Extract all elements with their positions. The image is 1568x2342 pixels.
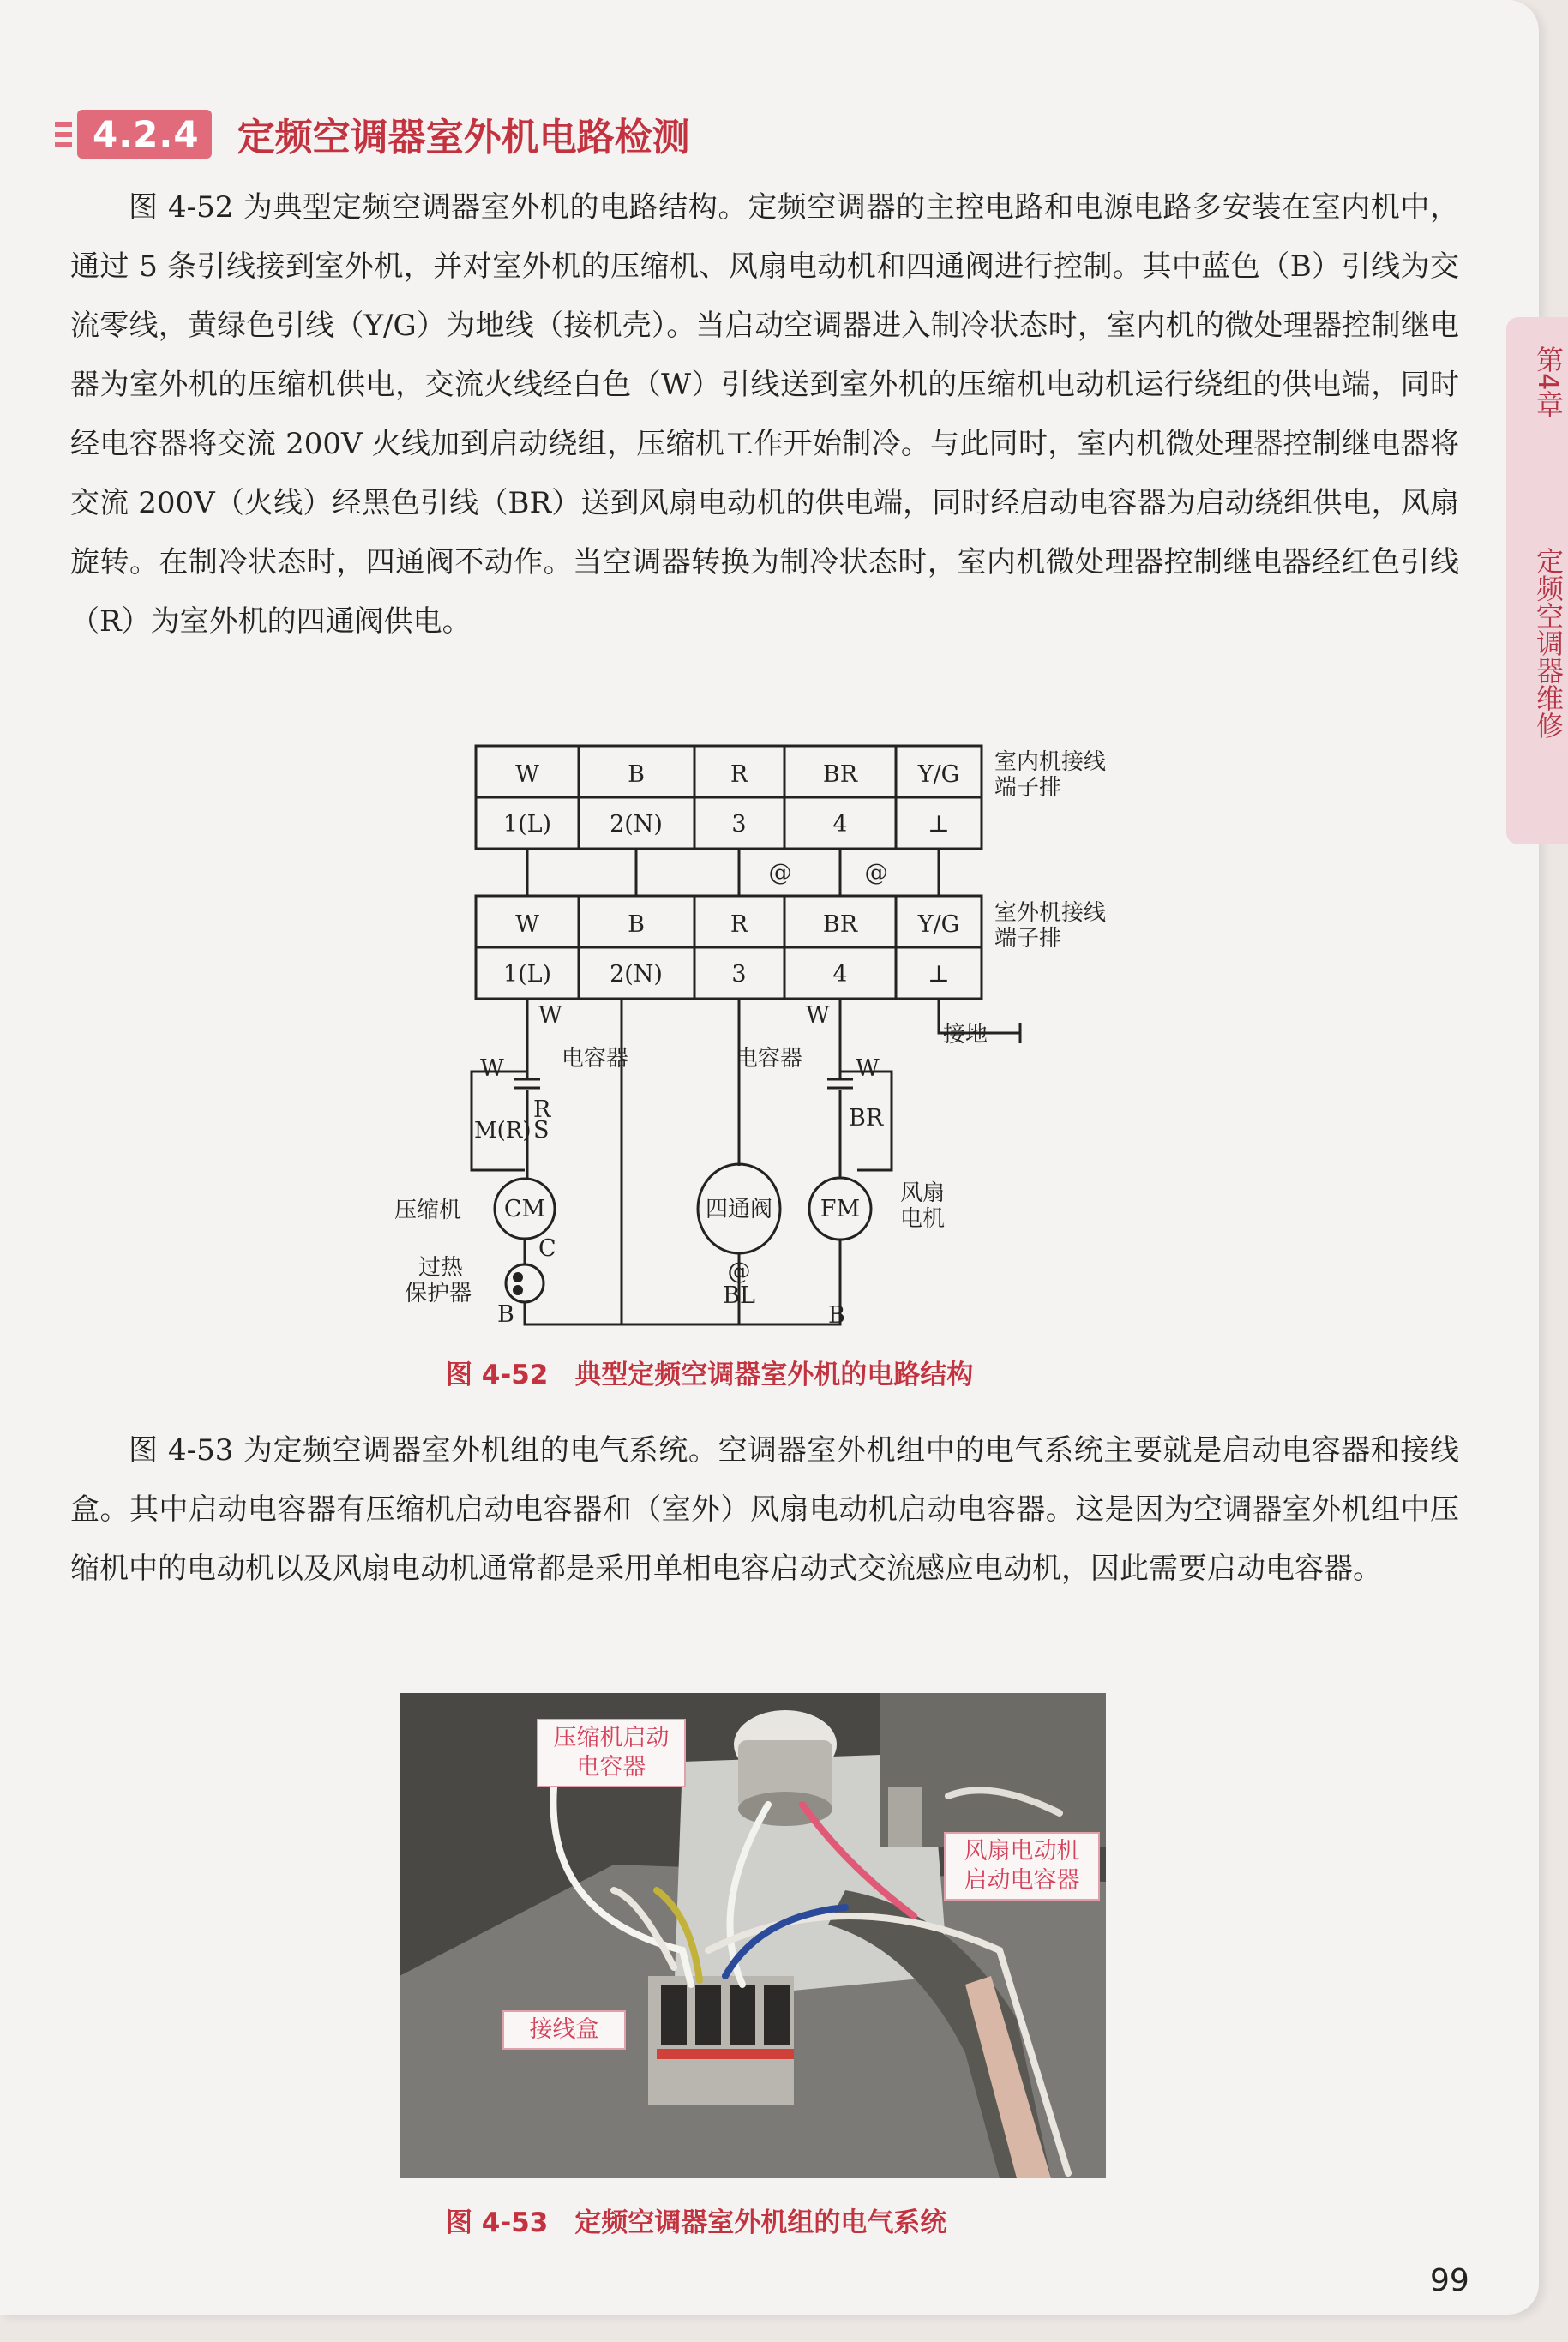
outdoor-block-label-2: 端子排 xyxy=(994,926,1062,952)
outdoor-color-yg: Y/G xyxy=(917,911,960,938)
page-number: 99 xyxy=(1430,2263,1469,2298)
wire-label-b-right: B xyxy=(828,1302,845,1329)
fan-capacitor-callout: 风扇电动机启动电容器 xyxy=(944,1832,1100,1901)
valve-marker: @ xyxy=(727,1258,751,1285)
body-paragraph-1: 图 4-52 为典型定频空调器室外机的电路结构。定频空调器的主控电路和电源电路多安装在室内机中，通过 5 条引线接到室外机，并对室外机的压缩机、风扇电动机和四通阀进行控制。其中蓝色（B）引线为交流零线，黄绿色引线（Y/G）为地线（接机壳）。当启动空调器进入制冷状态时，室内机的微处理器控制继电器为室外机的压缩机供电，交流火线经白色（W）引线送到室外机的压缩机电动机运行绕组的供电端，同时经电容器将交流 200V 火线加到启动绕组，压缩机工作开始制冷。与此同时，室内机微处理器控制继电器将交流 200V（火线）经黑色引线（BR）送到风扇电动机的供电端，同时经启动电容器为启动绕组供电，风扇旋转。在制冷状态时，四通阀不动作。当空调器转换为制冷状态时，室内机微处理器控制继电器经红色引线（R）为室外机的四通阀供电。 xyxy=(70,190,1459,639)
body-paragraph-2: 图 4-53 为定频空调器室外机组的电气系统。空调器室外机组中的电气系统主要就是启动电容器和接线盒。其中启动电容器有压缩机启动电容器和（室外）风扇电动机启动电容器。这是因为空调器室外机组中压缩机中的电动机以及风扇电动机通常都是采用单相电容启动式交流感应电动机，因此需要启动电容器。 xyxy=(70,1433,1459,1586)
fan-label-2: 电机 xyxy=(900,1206,946,1232)
figure-4-53-caption: 图 4-53 定频空调器室外机组的电气系统 xyxy=(446,2207,947,2238)
outdoor-color-r: R xyxy=(730,911,748,938)
indoor-color-w: W xyxy=(515,761,539,788)
outdoor-term-4: 4 xyxy=(832,961,848,988)
fm-label: FM xyxy=(820,1196,861,1222)
valve-bl-label: BL xyxy=(723,1282,755,1309)
terminal-s-label: S xyxy=(533,1117,550,1144)
indoor-term-ground: ⊥ xyxy=(928,811,950,838)
wire-label-w-cap: W xyxy=(480,1055,504,1082)
electrical-system-photo xyxy=(400,1693,1106,2178)
wire-label-w-left: W xyxy=(538,1002,562,1029)
indoor-term-1: 1(L) xyxy=(502,811,552,838)
fan-label-1: 风扇 xyxy=(900,1180,946,1206)
outdoor-color-br: BR xyxy=(822,911,858,938)
indoor-color-b: B xyxy=(628,761,645,788)
indoor-block-label-1: 室内机接线 xyxy=(994,749,1107,775)
fan-capacitor-label: 电容器 xyxy=(736,1046,803,1072)
outdoor-color-w: W xyxy=(515,911,539,938)
section-title: 定频空调器室外机电路检测 xyxy=(237,116,690,159)
terminal-r-label: R xyxy=(533,1096,551,1123)
circuit-diagram xyxy=(343,733,1166,1333)
outdoor-block-label-1: 室外机接线 xyxy=(994,900,1107,926)
link-marker-2: @ xyxy=(864,860,888,886)
terminal-mr-label: M(R) xyxy=(474,1118,532,1144)
indoor-term-4: 4 xyxy=(832,811,848,838)
cm-label: CM xyxy=(503,1196,546,1222)
ground-label: 接地 xyxy=(943,1022,988,1048)
indoor-color-r: R xyxy=(730,761,748,788)
chapter-number: 第4章 xyxy=(1532,345,1565,418)
indoor-color-br: BR xyxy=(822,761,858,788)
indoor-term-2: 2(N) xyxy=(610,811,663,838)
overheat-label-1: 过热 xyxy=(418,1255,464,1281)
chapter-side-tab xyxy=(1506,317,1568,844)
terminal-c-label: C xyxy=(538,1235,556,1262)
wire-label-br: BR xyxy=(849,1105,884,1132)
compressor-capacitor-callout: 压缩机启动电容器 xyxy=(537,1719,686,1787)
wire-label-w-right: W xyxy=(806,1002,830,1029)
outdoor-term-2: 2(N) xyxy=(610,961,663,988)
junction-box-callout: 接线盒 xyxy=(502,2010,626,2050)
section-heading xyxy=(77,107,690,160)
wire-label-w-fan: W xyxy=(856,1055,880,1082)
overheat-label-2: 保护器 xyxy=(405,1281,472,1306)
wire-label-b-left: B xyxy=(497,1301,514,1328)
indoor-color-yg: Y/G xyxy=(917,761,960,788)
indoor-block-label-2: 端子排 xyxy=(994,775,1062,801)
indoor-term-3: 3 xyxy=(731,811,747,838)
four-way-valve-label: 四通阀 xyxy=(705,1197,773,1222)
compressor-label: 压缩机 xyxy=(394,1198,462,1223)
section-number-badge: 4.2.4 xyxy=(77,110,212,159)
compressor-capacitor-label: 电容器 xyxy=(562,1046,629,1072)
outdoor-term-ground: ⊥ xyxy=(928,961,950,988)
chapter-title: 定频空调器维修 xyxy=(1532,547,1565,739)
outdoor-term-1: 1(L) xyxy=(502,961,552,988)
outdoor-color-b: B xyxy=(628,911,645,938)
link-marker-1: @ xyxy=(768,860,792,886)
outdoor-term-3: 3 xyxy=(731,961,747,988)
figure-4-52-caption: 图 4-52 典型定频空调器室外机的电路结构 xyxy=(446,1360,974,1390)
